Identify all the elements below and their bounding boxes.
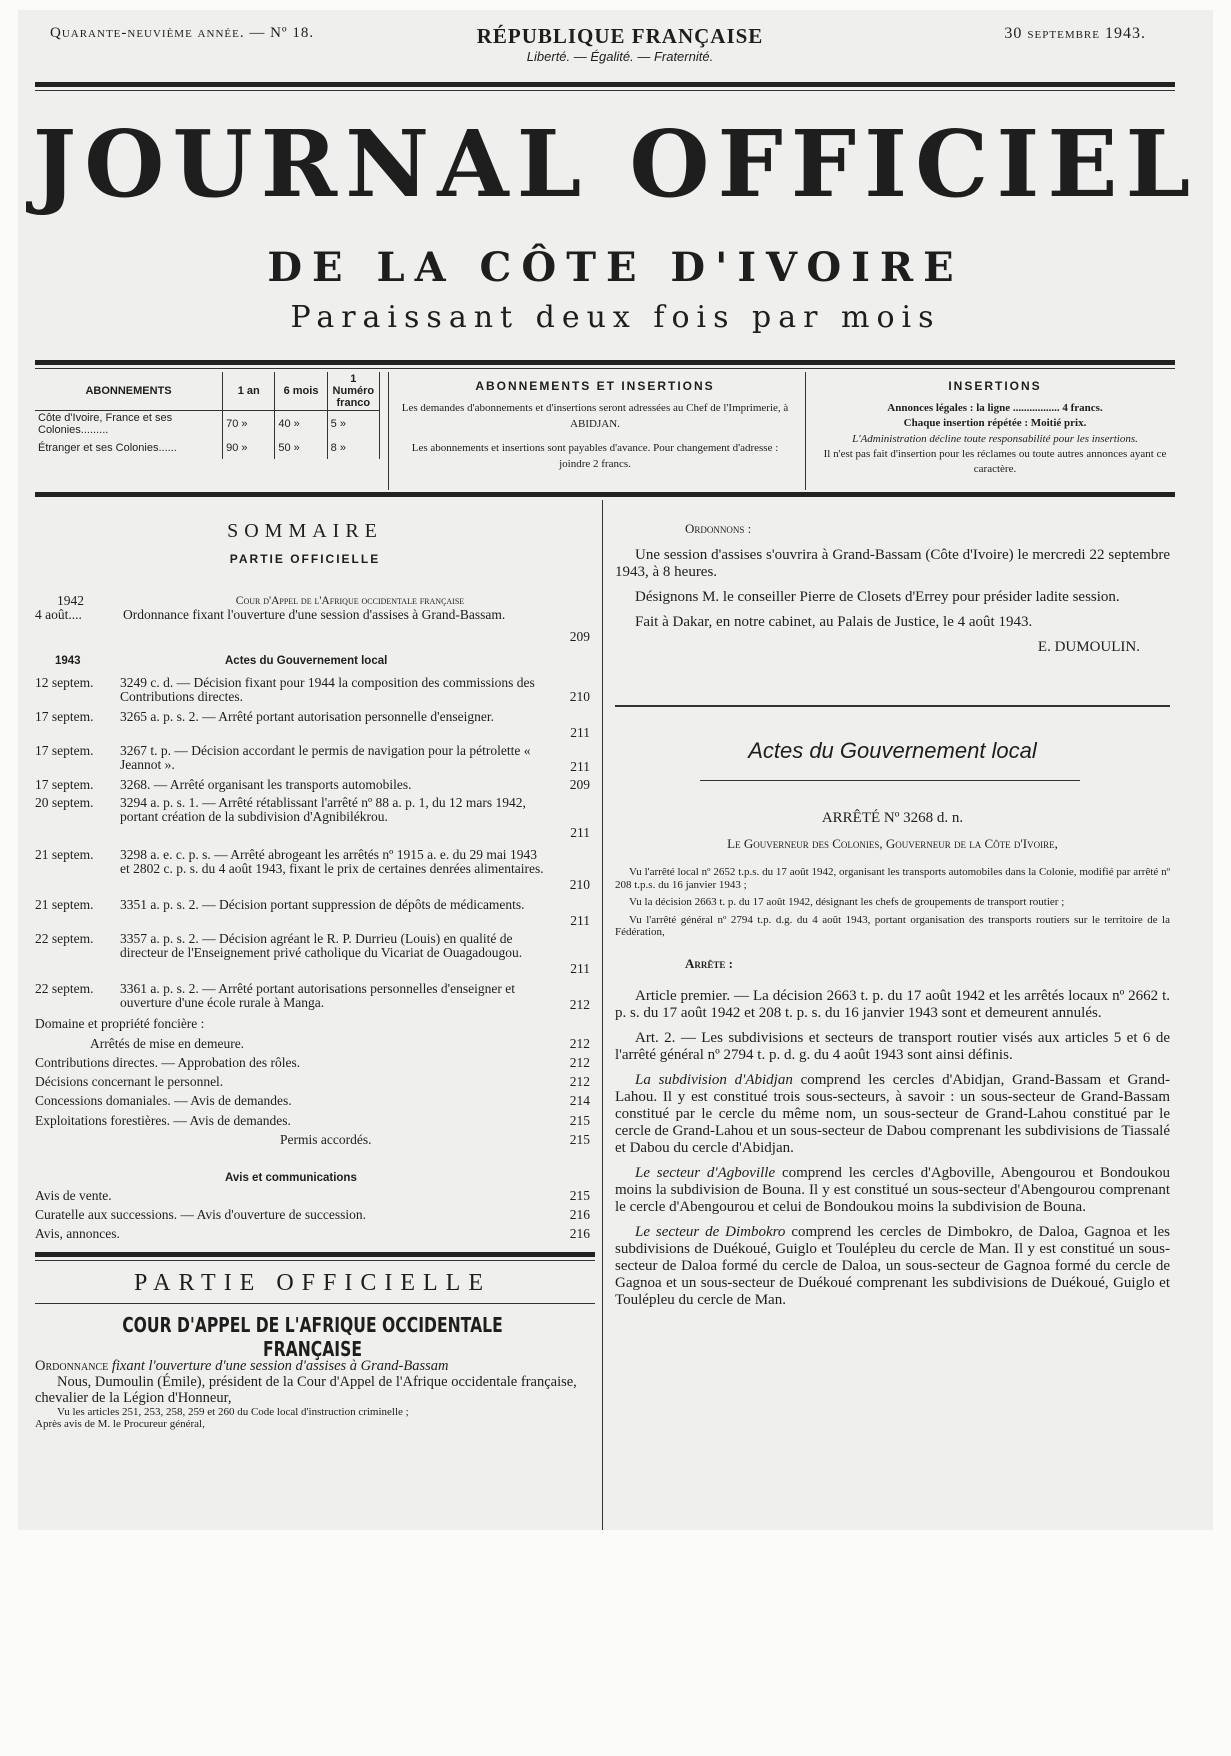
entry-year: 1942 bbox=[57, 593, 84, 608]
gouv-year: 1943 bbox=[55, 655, 81, 667]
table-cell: 90 » bbox=[223, 437, 275, 459]
insertions-line: Chaque insertion répétée : Moitié prix. bbox=[903, 417, 1087, 430]
table-row bbox=[35, 437, 380, 459]
masthead-subtitle: DE LA CÔTE D'IVOIRE bbox=[267, 244, 964, 291]
entry-page: 212 bbox=[569, 997, 590, 1012]
abonnements-insertions-block bbox=[400, 378, 790, 473]
ordonnance-continuation bbox=[615, 520, 1170, 656]
entry-page: 215 bbox=[569, 1113, 590, 1128]
entry-date: 4 août.... bbox=[35, 607, 82, 622]
entry-text: Domaine et propriété foncière : bbox=[35, 1016, 205, 1031]
entry-text: 3268. — Arrêté organisant les transports automobiles. bbox=[120, 777, 412, 792]
article-label: La subdivision d'Abidjan bbox=[635, 1071, 793, 1088]
list-item bbox=[35, 1188, 590, 1204]
subscription-table bbox=[35, 372, 380, 459]
table-cell: 50 » bbox=[275, 437, 327, 459]
table-header: 1 an bbox=[223, 372, 275, 411]
list-item bbox=[35, 932, 590, 978]
article bbox=[615, 1165, 1170, 1216]
table-cell: 5 » bbox=[327, 411, 379, 438]
article-label: Le secteur de Dimbokro bbox=[635, 1223, 786, 1240]
column-divider bbox=[388, 372, 389, 490]
ordonnance-apres: Après avis de M. le Procureur général, bbox=[35, 1418, 205, 1430]
gouv-heading: Actes du Gouvernement local bbox=[225, 655, 388, 667]
article-text: comprend les cercles d'Abidjan, Grand-Bassam et Grand-Lahou. Il y est constitué trois sous-secteurs, à savoir : un sous-secteur de Grand-Bassam constitué par le cercle du même nom, un sous-secteur de Grand-Lahou constitué par le cercle de Grand-Lahou et un sous-secteur de Dabou comprenant les subdivisions de Tiassalé et Dabou du cercle d'Abidjan. bbox=[615, 1071, 1170, 1156]
entry-date: 21 septem. bbox=[35, 847, 94, 862]
actes-title: Actes du Gouvernement local bbox=[748, 738, 1037, 763]
entry-page: 214 bbox=[569, 1093, 590, 1108]
abonnements-heading: ABONNEMENTS ET INSERTIONS bbox=[475, 379, 715, 393]
header-rule-thin bbox=[35, 90, 1175, 91]
entry-date: 17 septem. bbox=[35, 743, 94, 758]
list-item bbox=[35, 1016, 590, 1032]
entry-page: 211 bbox=[570, 913, 590, 928]
entry-text: 3265 a. p. s. 2. — Arrêté portant autorisation personnelle d'enseigner. bbox=[120, 709, 494, 724]
list-item bbox=[35, 744, 590, 774]
entry-text: Contributions directes. — Approbation des rôles. bbox=[35, 1055, 301, 1070]
entry-page: 209 bbox=[569, 777, 590, 792]
entry-text: Permis accordés. bbox=[280, 1132, 372, 1147]
ordonnance-vu: Vu les articles 251, 253, 258, 259 et 260 du Code local d'instruction criminelle ; bbox=[57, 1406, 409, 1418]
insertions-line: L'Administration décline toute responsabilité pour les insertions. bbox=[852, 432, 1138, 445]
entry-text: 3249 c. d. — Décision fixant pour 1944 la composition des commissions des Contributions directes. bbox=[120, 675, 535, 704]
partie-officielle-title: PARTIE OFFICIELLE bbox=[133, 1270, 491, 1296]
insertions-line: Annonces légales : la ligne ................. 4 francs. bbox=[887, 401, 1103, 414]
article: Art. 2. — Les subdivisions et secteurs de transport routier visés aux articles 5 et 6 de l'arrêté général nº 2794 t. p. d. g. du 4 août 1943 sont ainsi définis. bbox=[615, 1029, 1170, 1063]
entry-text: Arrêtés de mise en demeure. bbox=[90, 1036, 245, 1051]
vu-clause: Vu l'arrêté général nº 2794 t.p. d.g. du 4 août 1943, portant organisation des transports routiers sur le territoire de la Fédération, bbox=[615, 913, 1170, 938]
table-header: 1 Numéro franco bbox=[327, 372, 379, 411]
vu-clause: Vu l'arrêté local nº 2652 t.p.s. du 17 août 1942, organisant les transports automobiles dans la Colonie, modifié par arrêté nº 208 t.p.s. du 16 janvier 1943 ; bbox=[615, 866, 1170, 891]
ordonnons-label: Ordonnons : bbox=[685, 521, 752, 536]
list-item bbox=[35, 710, 590, 740]
table-cell: Étranger et ses Colonies...... bbox=[35, 437, 223, 459]
insertions-heading: INSERTIONS bbox=[948, 379, 1042, 393]
entry-date: 21 septem. bbox=[35, 897, 94, 912]
ordonnance-title: fixant l'ouverture d'une session d'assises à Grand-Bassam bbox=[111, 1358, 449, 1374]
article-label: Le secteur d'Agboville bbox=[635, 1164, 776, 1181]
insertions-line: Il n'est pas fait d'insertion pour les réclames ou toute autres annonces ayant ce caractère. bbox=[823, 447, 1167, 476]
ordonnance-heading bbox=[35, 1358, 595, 1374]
actes-underline bbox=[700, 780, 1080, 781]
entry-date: 22 septem. bbox=[35, 931, 94, 946]
sommaire-partie: PARTIE OFFICIELLE bbox=[229, 552, 381, 566]
entry-page: 209 bbox=[569, 629, 590, 644]
masthead-rule-thin bbox=[35, 368, 1175, 369]
entry-page: 212 bbox=[569, 1055, 590, 1070]
column-divider bbox=[805, 372, 806, 490]
entry-page: 210 bbox=[569, 877, 590, 892]
entry-page: 212 bbox=[569, 1036, 590, 1051]
entry-text: Décisions concernant le personnel. bbox=[35, 1074, 224, 1089]
arrete-body bbox=[615, 866, 1170, 1317]
paragraph: Fait à Dakar, en notre cabinet, au Palais de Justice, le 4 août 1943. bbox=[635, 614, 1033, 630]
entry-heading: Cour d'Appel de l'Afrique occidentale française bbox=[235, 595, 465, 607]
table-header: 6 mois bbox=[275, 372, 327, 411]
article bbox=[615, 1072, 1170, 1157]
article-text: comprend les cercles d'Agboville, Abengourou et Bondoukou moins la subdivision de Bouna. Il y est constitué un sous-secteur d'Abengourou comprenant le cercle d'Abengourou et celui de Bondoukou moins la subdivision de Bouna. bbox=[615, 1164, 1170, 1215]
entry-text: 3298 a. e. c. p. s. — Arrêté abrogeant les arrêtés nº 1915 a. e. du 29 mai 1943 et 2802 c. p. s. du 4 août 1943, fixant le prix de certaines denrées alimentaires. bbox=[120, 847, 544, 876]
table-row bbox=[35, 411, 380, 438]
table-cell: 70 » bbox=[223, 411, 275, 438]
entry-date: 17 septem. bbox=[35, 709, 94, 724]
entry-date: 22 septem. bbox=[35, 981, 94, 996]
table-cell: 40 » bbox=[275, 411, 327, 438]
entry-date: 20 septem. bbox=[35, 795, 94, 810]
masthead-frequency: Paraissant deux fois par mois bbox=[290, 300, 941, 335]
list-item bbox=[35, 796, 590, 842]
entry-page: 212 bbox=[569, 1074, 590, 1089]
list-item bbox=[35, 1207, 590, 1223]
section-rule bbox=[35, 492, 1175, 497]
list-item bbox=[35, 778, 590, 794]
gouverneur-line: Le Gouverneur des Colonies, Gouverneur de la Côte d'Ivoire, bbox=[727, 836, 1058, 851]
entry-text: 3351 a. p. s. 2. — Décision portant suppression de dépôts de médicaments. bbox=[120, 897, 525, 912]
entry-text: Curatelle aux successions. — Avis d'ouverture de succession. bbox=[35, 1207, 366, 1222]
entry-text: 3294 a. p. s. 1. — Arrêté rétablissant l'arrêté nº 88 a. p. 1, du 12 mars 1942, portant création de la subdivision d'Agnibilékrou. bbox=[120, 795, 526, 824]
paragraph: Une session d'assises s'ouvrira à Grand-Bassam (Côte d'Ivoire) le mercredi 22 septembre 1943, à 8 heures. bbox=[615, 547, 1170, 580]
entry-page: 215 bbox=[569, 1132, 590, 1147]
entry-page: 211 bbox=[570, 825, 590, 840]
article-text: comprend les cercles de Dimbokro, de Daloa, Gagnoa et les subdivisions de Duékoué, Guiglo et Toulépleu du cercle de Man. Il y est constitué un sous-secteur de Daloa formé du cercle de Daloa, un sous-secteur de Gagnoa formé du cercle de Gagnoa et un sous-secteur de Duékoué comprenant les subdivisions de Duékoué, Guiglo et Toulépleu du cercle de Man. bbox=[615, 1223, 1171, 1308]
table-header: ABONNEMENTS bbox=[35, 372, 223, 411]
ordonnance-block bbox=[35, 1358, 595, 1430]
abonnements-line: Les abonnements et insertions sont payables d'avance. Pour changement d'adresse : joindre 2 francs. bbox=[411, 442, 779, 471]
arrete-label: Arrête : bbox=[685, 955, 733, 971]
entry-date: 17 septem. bbox=[35, 777, 94, 792]
entry-page: 216 bbox=[569, 1226, 590, 1241]
article: Article premier. — La décision 2663 t. p. du 17 août 1942 et les arrêtés locaux nº 2662 t. p. s. du 17 août 1942 et 208 t. p. s. du 16 janvier 1943 sont et demeurent annulés. bbox=[615, 987, 1170, 1021]
sommaire-title: SOMMAIRE bbox=[227, 520, 383, 542]
entry-page: 211 bbox=[570, 759, 590, 774]
list-item bbox=[35, 1074, 590, 1090]
entry-text: Avis, annonces. bbox=[35, 1226, 120, 1241]
signature: E. DUMOULIN. bbox=[1037, 639, 1140, 655]
article bbox=[615, 1224, 1170, 1309]
avis-heading: Avis et communications bbox=[225, 1172, 357, 1184]
issue-number: Quarante-neuvième année. — Nº 18. bbox=[50, 25, 315, 41]
list-item bbox=[35, 898, 590, 928]
cour-appel-title: COUR D'APPEL DE L'AFRIQUE OCCIDENTALE FRANÇAISE bbox=[122, 1313, 503, 1361]
entry-text: Avis de vente. bbox=[35, 1188, 112, 1203]
entry-text: Exploitations forestières. — Avis de demandes. bbox=[35, 1113, 291, 1128]
entry-page: 215 bbox=[569, 1188, 590, 1203]
list-item bbox=[35, 1055, 590, 1071]
list-item bbox=[35, 1132, 590, 1148]
list-item bbox=[35, 1036, 590, 1052]
republic-motto: Liberté. — Égalité. — Fraternité. bbox=[526, 49, 714, 64]
entry-text: Ordonnance fixant l'ouverture d'une session d'assises à Grand-Bassam. bbox=[123, 607, 506, 622]
ordonnance-nous: Nous, Dumoulin (Émile), président de la Cour d'Appel de l'Afrique occidentale française, chevalier de la Légion d'Honneur, bbox=[35, 1374, 577, 1406]
entry-page: 211 bbox=[570, 725, 590, 740]
list-item bbox=[35, 848, 590, 894]
republic-title: RÉPUBLIQUE FRANÇAISE bbox=[476, 24, 764, 48]
entry-text: 3361 a. p. s. 2. — Arrêté portant autorisations personnelles d'enseigner et ouverture d'une école rurale à Manga. bbox=[120, 981, 515, 1010]
entry-text: Concessions domaniales. — Avis de demandes. bbox=[35, 1093, 292, 1108]
arrete-number: ARRÊTÉ Nº 3268 d. n. bbox=[821, 810, 964, 826]
table-cell: Côte d'Ivoire, France et ses Colonies......... bbox=[35, 411, 223, 438]
cour-rule bbox=[35, 1303, 595, 1304]
masthead-rule bbox=[35, 360, 1175, 365]
list-item bbox=[35, 1226, 590, 1242]
entry-text: 3267 t. p. — Décision accordant le permis de navigation pour la pétrolette « Jeannot ». bbox=[120, 743, 531, 772]
entry-page: 211 bbox=[570, 961, 590, 976]
center-column-divider bbox=[602, 500, 603, 1530]
masthead-title: JOURNAL OFFICIEL bbox=[32, 110, 1199, 218]
list-item bbox=[35, 676, 590, 706]
sommaire-cour-entry bbox=[35, 594, 590, 644]
ordonnance-label: Ordonnance bbox=[35, 1358, 109, 1374]
entry-date: 12 septem. bbox=[35, 675, 94, 690]
list-item bbox=[35, 982, 590, 1012]
entry-page: 210 bbox=[569, 689, 590, 704]
table-cell: 8 » bbox=[327, 437, 379, 459]
partie-rule-thin bbox=[35, 1260, 595, 1261]
list-item bbox=[35, 1093, 590, 1109]
partie-rule bbox=[35, 1252, 595, 1257]
republic-header bbox=[470, 24, 770, 64]
header-rule bbox=[35, 82, 1175, 87]
entry-page: 216 bbox=[569, 1207, 590, 1222]
insertions-block bbox=[815, 378, 1175, 478]
paragraph: Désignons M. le conseiller Pierre de Closets d'Errey pour présider ladite session. bbox=[635, 589, 1120, 605]
vu-clause: Vu la décision 2663 t. p. du 17 août 1942, désignant les chefs de groupements de transport routier ; bbox=[629, 896, 1065, 908]
issue-date: 30 septembre 1943. bbox=[1004, 25, 1146, 42]
actes-rule bbox=[615, 705, 1170, 707]
entry-text: 3357 a. p. s. 2. — Décision agréant le R. P. Durrieu (Louis) en qualité de directeur de l'Enseignement privé catholique du Vicariat de Ouagadougou. bbox=[120, 931, 523, 960]
list-item bbox=[35, 1113, 590, 1129]
abonnements-line: Les demandes d'abonnements et d'insertions seront adressées au Chef de l'Imprimerie, à ABIDJAN. bbox=[401, 402, 789, 431]
